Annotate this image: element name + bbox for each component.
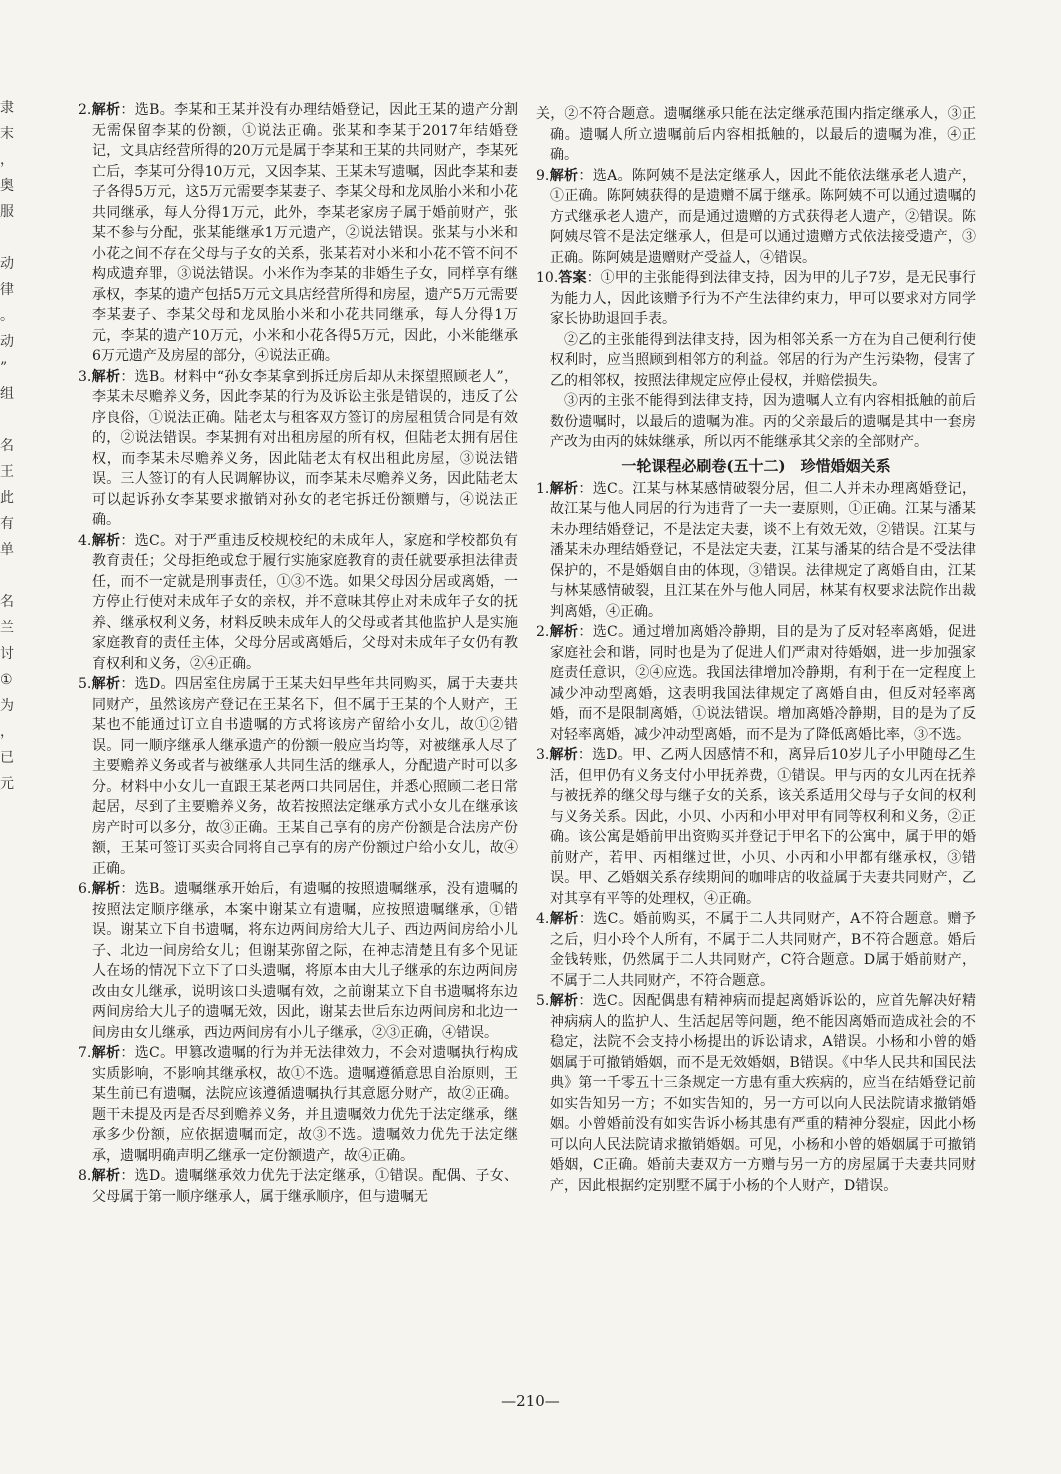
margin-char: 。: [0, 308, 14, 324]
item-tag: 解析: [91, 676, 121, 692]
item-tag: 解析: [549, 624, 579, 640]
item-tag: 解析: [549, 747, 578, 763]
item-text: ：选D。甲、乙两人因感情不和，离异后10岁儿子小甲随母乙生活，但甲仍有义务支付小甲抚养费，①错误。甲与丙的女儿丙在抚养与被抚养的继父母与继子女的关系，该关系适用父母与子女间的权利与义务关系。因此，小贝、小丙和小甲对甲有同等权利和义务，②正确。该公寓是婚前甲出资购买并登记于甲名下的公寓中，属于甲的婚前财产，若甲、丙相继过世，小贝、小丙和小甲都有继承权，③错误。甲、乙婚姻关系存续期间的咖啡店的收益属于夫妻共同财产，乙对其享有平等的处理权，④正确。: [550, 747, 976, 907]
margin-char: 律: [0, 282, 14, 298]
margin-char: [0, 407, 28, 433]
item-tag: 解析: [549, 167, 579, 184]
section-title: 一轮课程必刷卷(五十二) 珍惜婚姻关系: [621, 456, 891, 475]
item-number: 6.: [78, 881, 92, 897]
answer-item: [78, 100, 518, 367]
answer-item-10: [536, 268, 976, 453]
item-number: 5.: [78, 676, 92, 692]
margin-char: 王: [0, 464, 14, 480]
item-text: ：选D。遗嘱继承效力优先于法定继承，①错误。配偶、子女、父母属于第一顺序继承人，属于继承顺序，但与遗嘱无: [92, 1168, 519, 1205]
item-number: 5.: [536, 993, 550, 1009]
answer-item: [536, 166, 976, 269]
left-column: [78, 100, 518, 1207]
answer-item: [78, 1166, 518, 1207]
item-number: 3.: [78, 368, 92, 385]
answer-item: [78, 879, 518, 1043]
margin-char: 末: [0, 126, 14, 142]
item-number: 1.: [536, 480, 550, 497]
margin-char: ①: [0, 672, 13, 688]
item-text: ：选B。李某和王某并没有办理结婚登记，因此王某的遗产分割无需保留李某的份额，①说法正确。张某和李某于2017年结婚登记，文具店经营所得的20万元是属于李某和王某的共同财产，李某死亡后，李某可分得10万元，又因李某、王某未写遗嘱，因此李某和妻子各得5万元，这5万元需要李某妻子、李某父母和龙凤胎小米和小花共同继承，每人分得1万元，此外，李某老家房子属于婚前财产，张某不参与分配，张某能继承1万元遗产，②说法错误。张某与小米和小花之间不存在父母与子女的关系，张某若对小米和小花不管不问不构成遗弃罪，③说法错误。小米作为李某的非婚生子女，同样享有继承权，李某的遗产包括5万元文具店经营所得和房屋，遗产5万元需要李某妻子、李某父母和龙凤胎小米和小花共同继承，每人分得1万元，李某的遗产10万元，小米和小花各得5万元，因此，小米能继承6万元遗产及房屋的部分，④说法正确。: [92, 102, 519, 364]
item-number: 9.: [536, 167, 550, 184]
answer-item: [536, 909, 976, 991]
item-text: 关，②不符合题意。遗嘱继承只能在法定继承范围内指定继承人，③正确。遗嘱人所立遗嘱前后内容相抵触的，以最后的遗嘱为准，④正确。: [536, 106, 976, 163]
answer-item: [78, 674, 518, 879]
item-tag: 答案: [558, 270, 587, 286]
item-number: 2.: [536, 624, 550, 640]
item-text: ：选A。陈阿姨不是法定继承人，因此不能依法继承老人遗产，①正确。陈阿姨获得的是遗赠不属于继承。陈阿姨不可以通过遗嘱的方式继承老人遗产，而是通过遗赠的方式获得老人遗产，②错误。陈阿姨尽管不是法定继承人，但是可以通过遗赠方式依法接受遗产，③正确。陈阿姨是遗赠财产受益人，④错误。: [550, 167, 977, 266]
answer-10-first: [536, 268, 976, 330]
margin-char: 已: [0, 750, 14, 766]
margin-char: 此: [0, 490, 14, 506]
item-text: ：选B。材料中“孙女李某拿到拆迁房后却从未探望照顾老人”，李某未尽赡养义务，因此李某的行为及诉讼主张是错误的，违反了公序良俗，①说法正确。陆老太与租客双方签订的房屋租赁合同是有效的，②说法错误。李某拥有对出租房屋的所有权，但陆老太拥有居住权，而李某未尽赡养义务，因此陆老太有权出租此房屋，③说法错误。三人签订的有人民调解协议，而李某未尽赡养义务，因此陆老太可以起诉孙女李某要求撤销对孙女的老宅拆迁份额赠与，④说法正确。: [92, 368, 519, 528]
left-margin-text-strip: [0, 95, 28, 815]
margin-char: ，: [0, 152, 14, 168]
item-number: 3.: [536, 747, 550, 763]
page-number: —210—: [501, 1392, 560, 1410]
right-column: [536, 104, 976, 1196]
item-tag: 解析: [549, 993, 579, 1009]
item-tag: 解析: [91, 1045, 121, 1061]
item-text: ：选C。对于严重违反校规校纪的未成年人，家庭和学校都负有教育责任；父母拒绝或怠于履行实施家庭教育的责任就要承担法律责任，而不一定就是刑事责任，①③不选。如果父母因分居或离婚，一方停止行使对未成年子女的亲权，并不意味其停止对未成年子女的抚养、继承权利义务，材料反映未成年人的父母或者其他监护人是实施家庭教育的责任主体，父母分居或离婚后，父母对未成年子女仍有教育权利和义务，②④正确。: [92, 532, 518, 672]
item-number: 10.: [536, 270, 559, 286]
answer-item: [536, 479, 976, 623]
margin-char: [0, 225, 28, 251]
margin-char: 名: [0, 438, 14, 454]
answer-item: [536, 622, 976, 745]
item-number: 8.: [78, 1168, 92, 1184]
margin-char: [0, 563, 28, 589]
margin-char: 元: [0, 776, 14, 792]
margin-char: 单: [0, 542, 14, 558]
margin-char: 有: [0, 516, 14, 532]
section-items: [536, 479, 976, 1197]
item-text: ：选C。甲篡改遗嘱的行为并无法律效力，不会对遗嘱执行构成实质影响，不影响其继承权，故①不选。遗嘱遵循意思自治原则，王某生前已有遗嘱，法院应该遵循遗嘱执行其意愿分财产，故②正确。题干未提及丙是否尽到赡养义务，并且遗嘱效力优先于法定继承，继承多少份额，应依据遗嘱而定，故③不选。遗嘱效力优先于法定继承，遗嘱明确声明乙继承一定份额遗产，故④正确。: [92, 1045, 518, 1164]
margin-char: 隶: [0, 100, 14, 116]
item-number: 4.: [536, 911, 550, 927]
item-tag: 解析: [91, 102, 121, 118]
item-number: 2.: [78, 102, 92, 118]
item-tag: 解析: [549, 480, 579, 497]
item-text: ：选B。遗嘱继承开始后，有遗嘱的按照遗嘱继承，没有遗嘱的按照法定顺序继承，本案中谢某立有遗嘱，应按照遗嘱继承，①错误。谢某立下自书遗嘱，将东边两间房给大儿子、西边两间房给小儿子、北边一间房给女儿；但谢某弥留之际，在神志清楚且有多个见证人在场的情况下立下了口头遗嘱，将原本由大儿子继承的东边两间房改由女儿继承，说明该口头遗嘱有效，之前谢某立下自书遗嘱将东边两间房给大儿子的遗嘱无效，因此，谢某去世后东边两间房和北边一间房由女儿继承，西边两间房有小儿子继承，②③正确，④错误。: [92, 881, 519, 1041]
answer-10-paragraph: ②乙的主张能得到法律支持，因为相邻关系一方在为自己便利行使权利时，应当照顾到相邻方的利益。邻居的行为产生污染物，侵害了乙的相邻权，按照法律规定应停止侵权，并赔偿损失。: [550, 331, 976, 389]
item-tag: 解析: [91, 881, 121, 897]
margin-char: 动: [0, 256, 14, 272]
item-number: 4.: [78, 532, 92, 549]
item-text: ：①甲的主张能得到法律支持，因为甲的儿子7岁，是无民事行为能力人，因此该赠予行为不产生法律约束力，甲可以要求对方同学家长协助退回手表。: [550, 270, 977, 327]
margin-char: ”: [0, 360, 8, 376]
margin-char: 组: [0, 386, 14, 402]
margin-char: 为: [0, 698, 14, 714]
answer-item: [536, 745, 976, 909]
right-column-continued-items: [536, 104, 976, 268]
answer-10-paragraph: ③丙的主张不能得到法律支持，因为遗嘱人立有内容相抵触的前后数份遗嘱时，以最后的遗嘱为准。丙的父亲最后的遗嘱是其中一套房产改为由丙的妹妹继承，所以丙不能继承其父亲的全部财产。: [550, 393, 976, 450]
item-text: ：选C。通过增加离婚冷静期，目的是为了反对轻率离婚，促进家庭社会和谐，同时也是为了促进人们严肃对待婚姻，进一步加强家庭责任意识，②④应选。我国法律增加冷静期，有利于在一定程度上减少冲动型离婚，这表明我国法律规定了离婚自由，但反对轻率离婚，而不是限制离婚，①说法错误。增加离婚冷静期，目的是为了反对轻率离婚，减少冲动型离婚，而不是为了降低离婚比率，③不选。: [550, 624, 976, 743]
item-text: ：选C。江某与林某感情破裂分居，但二人并未办理离婚登记，故江某与他人同居的行为违背了一夫一妻原则，①正确。江某与潘某未办理结婚登记，不是法定夫妻，谈不上有效无效，②错误。江某与潘某未办理结婚登记，不是法定夫妻，江某与潘某的结合是不受法律保护的，不是婚姻自由的体现，③错误。法律规定了离婚自由，江某与林某感情破裂，且江某在外与他人同居，林某有权要求法院作出裁判离婚，④正确。: [550, 480, 976, 620]
answer-item: [78, 531, 518, 675]
margin-char: 动: [0, 334, 14, 350]
answer-item: [78, 367, 518, 531]
item-text: ：选C。因配偶患有精神病而提起离婚诉讼的，应首先解决好精神病病人的监护人、生活起居等问题，绝不能因离婚而造成社会的不稳定，法院不会支持小杨提出的诉讼请求，A错误。小杨和小曾的婚姻属于可撤销婚姻，而不是无效婚姻，B错误。《中华人民共和国民法典》第一千零五十三条规定一方患有重大疾病的，应当在结婚登记前如实告知另一方；不如实告知的，另一方可以向人民法院请求撤销婚姻。小曾婚前没有如实告诉小杨其患有严重的精神分裂症，因此小杨可以向人民法院请求撤销婚姻。可见，小杨和小曾的婚姻属于可撤销婚姻，C正确。婚前夫妻双方一方赠与另一方的房屋属于夫妻共同财产，因此根据约定别墅不属于小杨的个人财产，D错误。: [550, 993, 976, 1194]
margin-char: 兰: [0, 620, 14, 636]
item-tag: 解析: [549, 911, 579, 927]
margin-char: 服: [0, 204, 14, 220]
item-tag: 解析: [91, 532, 121, 549]
answer-item: [536, 991, 976, 1196]
item-text: ：选D。四居室住房属于王某夫妇早些年共同购买，属于夫妻共同财产，虽然该房产登记在王某名下，但不属于王某的个人财产，王某也不能通过订立自书遗嘱的方式将该房产留给小女儿，故①②错误。同一顺序继承人继承遗产的份额一般应当均等，对被继承人尽了主要赡养义务或者与被继承人共同生活的继承人，分配遗产时可以多分。材料中小女儿一直跟王某老两口共同居住，并悉心照顾二老日常起居，尽到了主要赡养义务，故若按照法定继承方式小女儿在继承该房产时可以多分，故③正确。王某自己享有的房产份额是合法房产份额，王某可签订买卖合同将自己享有的房产份额过户给小女儿，故④正确。: [92, 676, 519, 877]
margin-char: [0, 797, 28, 815]
answer-item: [536, 104, 976, 166]
margin-char: 讨: [0, 646, 14, 662]
answer-item: [78, 1043, 518, 1166]
item-tag: 解析: [91, 368, 121, 385]
margin-char: 奥: [0, 178, 14, 194]
item-tag: 解析: [91, 1168, 121, 1184]
item-number: 7.: [78, 1045, 92, 1061]
margin-char: ，: [0, 724, 14, 740]
item-text: ：选C。婚前购买，不属于二人共同财产，A不符合题意。赠予之后，归小玲个人所有，不属于二人共同财产，B不符合题意。婚后金钱转账，仍然属于二人共同财产，C符合题意。D属于婚前财产，不属于二人共同财产，不符合题意。: [550, 911, 977, 989]
margin-char: 名: [0, 594, 14, 610]
